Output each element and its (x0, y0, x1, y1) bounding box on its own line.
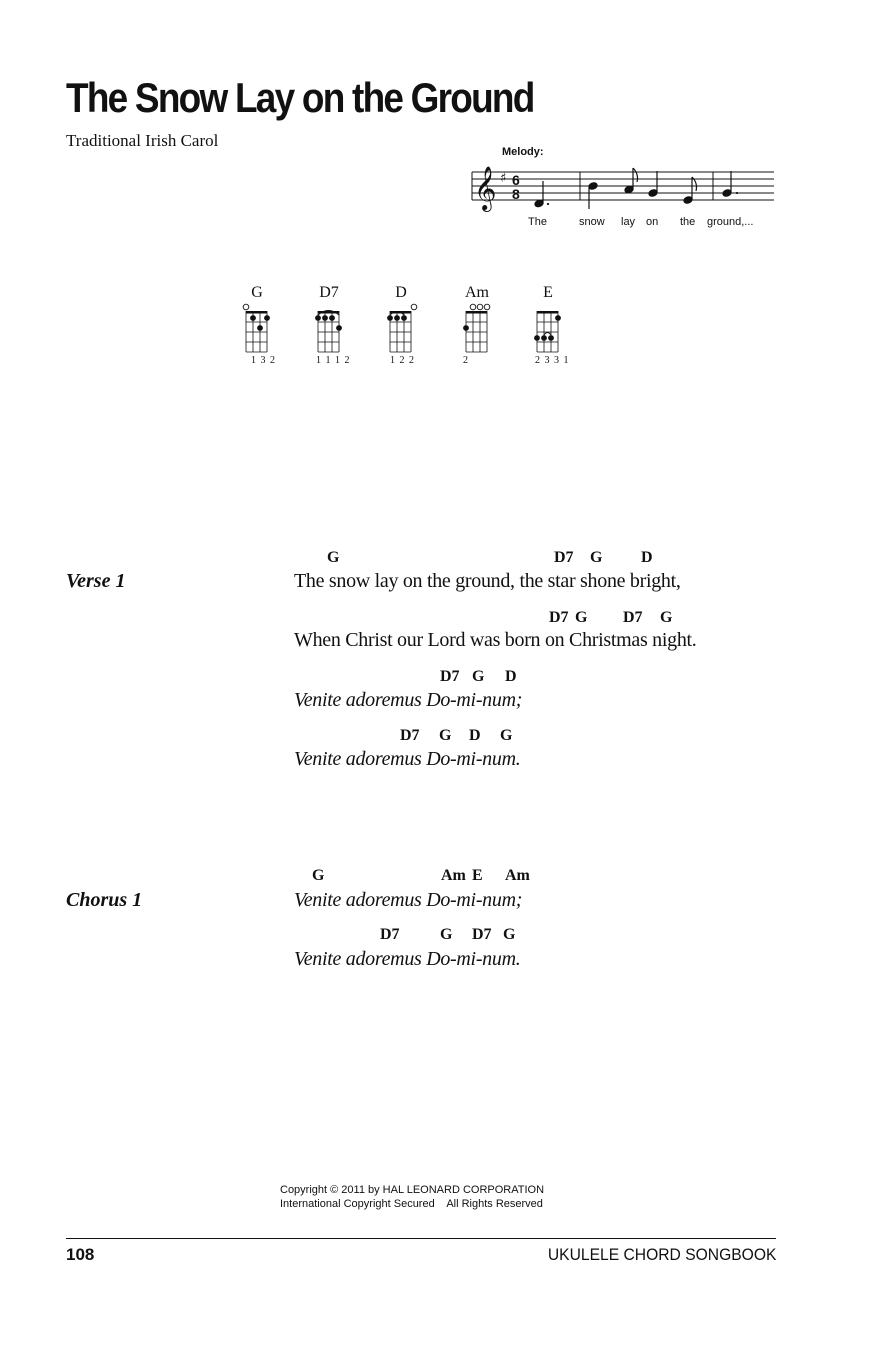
chord-symbol: D7 (440, 668, 460, 685)
chord-symbol: D7 (472, 926, 492, 943)
chord-symbol: G (327, 549, 340, 566)
chord-fingering: 1 3 2 (251, 355, 276, 366)
chord-symbol: D7 (623, 609, 643, 626)
copyright-notice (280, 1183, 544, 1211)
melody-lyric: The (528, 216, 547, 228)
chord-symbol: G (312, 867, 325, 884)
lyric-line: Venite adoremus Do-mi-num. (294, 948, 521, 970)
fretboard-grid (452, 302, 502, 354)
chord-symbol: G (500, 727, 513, 744)
chord-symbol: D (641, 549, 653, 566)
chord-symbol: D (505, 668, 517, 685)
chord-fingering: 1 1 1 2 (316, 355, 351, 366)
chord-symbol: G (503, 926, 516, 943)
chord-diagram-name: Am (465, 284, 489, 301)
lyric-line: Venite adoremus Do-mi-num; (294, 689, 523, 711)
chord-symbol: Am (441, 867, 466, 884)
chord-fingering: 2 3 3 1 (535, 355, 570, 366)
melody-lyric: on (646, 216, 659, 228)
lyric-line: Venite adoremus Do-mi-num. (294, 748, 521, 770)
verse-1-label: Verse 1 (66, 570, 126, 592)
chord-diagram-name: E (543, 284, 553, 301)
sharp-icon: ♯ (500, 171, 507, 186)
chord-symbol: D7 (400, 727, 420, 744)
chord-symbol: Am (505, 867, 530, 884)
chord-symbol: G (575, 609, 588, 626)
chord-fingering: 2 (463, 355, 469, 366)
chord-diagram-e (523, 284, 573, 374)
copyright-line-1: Copyright © 2011 by HAL LEONARD CORPORATION (280, 1184, 545, 1196)
fretboard-grid (523, 302, 573, 354)
chord-diagram-g (232, 284, 282, 374)
chord-symbol: G (660, 609, 673, 626)
page-number: 108 (66, 1245, 95, 1264)
chord-symbol: D7 (549, 609, 569, 626)
chord-diagram-am (452, 284, 502, 374)
chord-symbol: D7 (380, 926, 400, 943)
chord-diagram-d7 (304, 284, 354, 374)
chord-diagram-name: G (251, 284, 263, 301)
chord-symbol: G (472, 668, 485, 685)
chord-symbol: E (472, 867, 483, 884)
chord-symbol: D (469, 727, 481, 744)
melody-lyric: lay (621, 216, 636, 228)
chord-symbol: G (440, 926, 453, 943)
chord-diagram-name: D (395, 284, 407, 301)
lyric-line: When Christ our Lord was born on Christmas night. (294, 629, 697, 651)
chorus-1-label: Chorus 1 (66, 889, 143, 911)
lyric-line: Venite adoremus Do-mi-num; (294, 889, 523, 911)
song-title: The Snow Lay on the Ground (66, 74, 534, 121)
chord-diagram-name: D7 (319, 284, 339, 301)
fretboard-grid (232, 302, 282, 354)
chord-symbol: D7 (554, 549, 574, 566)
fretboard-grid (304, 302, 354, 354)
chord-symbol: G (590, 549, 603, 566)
melody-staff (468, 162, 778, 218)
lyric-line: The snow lay on the ground, the star shone bright, (294, 570, 681, 592)
copyright-line-2: International Copyright Secured All Rights Reserved (280, 1198, 543, 1210)
fretboard-grid (376, 302, 426, 354)
treble-clef-icon: 𝄞 (474, 166, 497, 210)
melody-lyric: ground,... (707, 216, 754, 228)
song-subtitle: Traditional Irish Carol (66, 131, 219, 150)
melody-lyric: the (680, 216, 696, 228)
chord-fingering: 1 2 2 (390, 355, 415, 366)
footer-divider (66, 1238, 776, 1239)
melody-label: Melody: (502, 146, 544, 158)
chord-symbol: G (439, 727, 452, 744)
time-signature-top: 6 (512, 172, 520, 188)
time-signature-bottom: 8 (512, 186, 520, 202)
chord-diagram-d (376, 284, 426, 374)
book-title: UKULELE CHORD SONGBOOK (547, 1245, 776, 1264)
melody-lyric: snow (579, 216, 605, 228)
